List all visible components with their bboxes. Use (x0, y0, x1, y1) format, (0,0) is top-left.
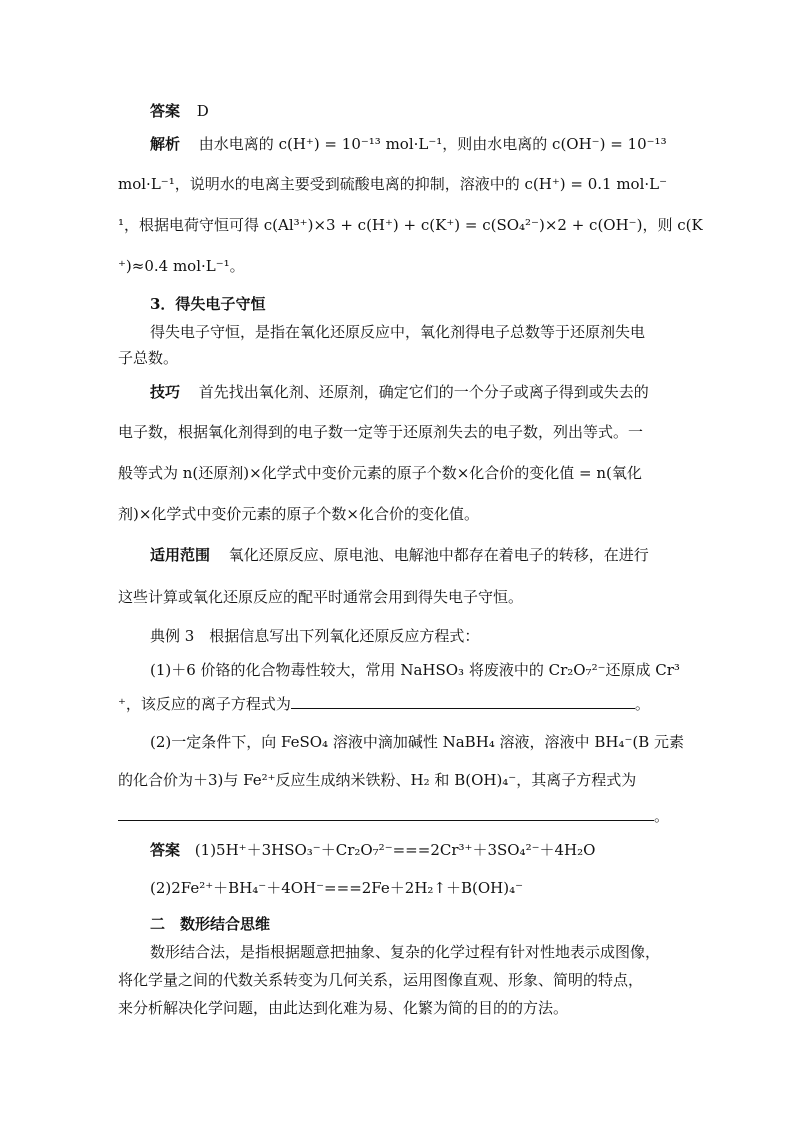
scope-line-1 (150, 545, 649, 565)
section-3-heading: 3．得失电子守恒 (150, 295, 266, 313)
scope-line-2: 这些计算或氧化还原反应的配平时通常会用到得失电子守恒。 (118, 588, 524, 606)
example-3-part2-line3 (118, 806, 669, 826)
scope-label: 适用范围 (150, 546, 211, 564)
answer-3-eq-2: (2)2Fe²⁺＋BH₄⁻＋4OH⁻===2Fe＋2H₂↑＋B(OH)₄⁻ (150, 879, 524, 897)
section-2-text-1: 数形结合法，是指根据题意把抽象、复杂的化学过程有针对性地表示成图像， (150, 943, 661, 961)
example-3-heading: 典例 3 根据信息写出下列氧化还原反应方程式： (150, 627, 480, 645)
analysis-line-1 (150, 134, 667, 154)
analysis-line-3: ¹，根据电荷守恒可得 c(Al³⁺)×3 + c(H⁺) + c(K⁺) = c(SO₄²⁻)×2 + c(OH⁻)，则 c(K (118, 216, 703, 234)
example-3-part2-line2: 的化合价为＋3)与 Fe²⁺反应生成纳米铁粉、H₂ 和 B(OH)₄⁻，其离子方程式为 (118, 771, 637, 789)
tip-line-4: 剂)×化学式中变价元素的原子个数×化合价的变化值。 (118, 505, 479, 523)
example-3-part1-line1: (1)＋6 价铬的化合物毒性较大，常用 NaHSO₃ 将废液中的 Cr₂O₇²⁻还原成 Cr³ (150, 661, 680, 679)
tip-label: 技巧 (150, 383, 181, 401)
tip-text-1: 首先找出氧化剂、还原剂，确定它们的一个分子或离子得到或失去的 (198, 383, 649, 401)
answer-3-line-1 (150, 840, 595, 860)
analysis-text-1: 由水电离的 c(H⁺) = 10⁻¹³ mol·L⁻¹，则由水电离的 c(OH⁻) = 10⁻¹³ (198, 135, 667, 153)
example-3-part1-line2 (118, 694, 650, 714)
answer-3-eq-1: (1)5H⁺＋3HSO₃⁻＋Cr₂O₇²⁻===2Cr³⁺＋3SO₄²⁻＋4H₂O (194, 841, 596, 859)
scope-text-1: 氧化还原反应、原电池、电解池中都存在着电子的转移，在进行 (228, 546, 649, 564)
analysis-line-2: mol·L⁻¹，说明水的电离主要受到硫酸电离的抑制，溶液中的 c(H⁺) = 0.1 mol·L⁻ (118, 175, 668, 193)
tip-line-1 (150, 382, 649, 402)
answer-blank-2 (118, 806, 654, 821)
example-3-part2-line1: (2)一定条件下，向 FeSO₄ 溶液中滴加碱性 NaBH₄ 溶液，溶液中 BH₄⁻(B 元素 (150, 733, 685, 751)
answer-value: D (196, 102, 209, 120)
answer-3-label: 答案 (150, 841, 181, 859)
tip-line-2: 电子数，根据氧化剂得到的电子数一定等于还原剂失去的电子数，列出等式。一 (118, 423, 644, 441)
example-3-part2-end: 。 (654, 807, 670, 825)
analysis-label: 解析 (150, 135, 181, 153)
answer-line (150, 101, 209, 121)
answer-label: 答案 (150, 102, 181, 120)
tip-line-3: 般等式为 n(还原剂)×化学式中变价元素的原子个数×化合价的变化值 = n(氧化 (118, 464, 642, 482)
section-2-text-3: 来分析解决化学问题，由此达到化难为易、化繁为简的目的的方法。 (118, 999, 569, 1017)
answer-blank-1 (291, 694, 635, 709)
example-3-part1-end: 。 (634, 695, 650, 713)
section-2-text-2: 将化学量之间的代数关系转变为几何关系，运用图像直观、形象、简明的特点， (118, 971, 644, 989)
analysis-line-4: ⁺)≈0.4 mol·L⁻¹。 (118, 257, 245, 275)
section-2-heading: 二 数形结合思维 (150, 915, 271, 933)
section-3-intro-2: 子总数。 (118, 349, 179, 367)
example-3-part1-text: ⁺，该反应的离子方程式为 (118, 695, 291, 713)
section-3-intro-1: 得失电子守恒，是指在氧化还原反应中，氧化剂得电子总数等于还原剂失电 (150, 323, 646, 341)
